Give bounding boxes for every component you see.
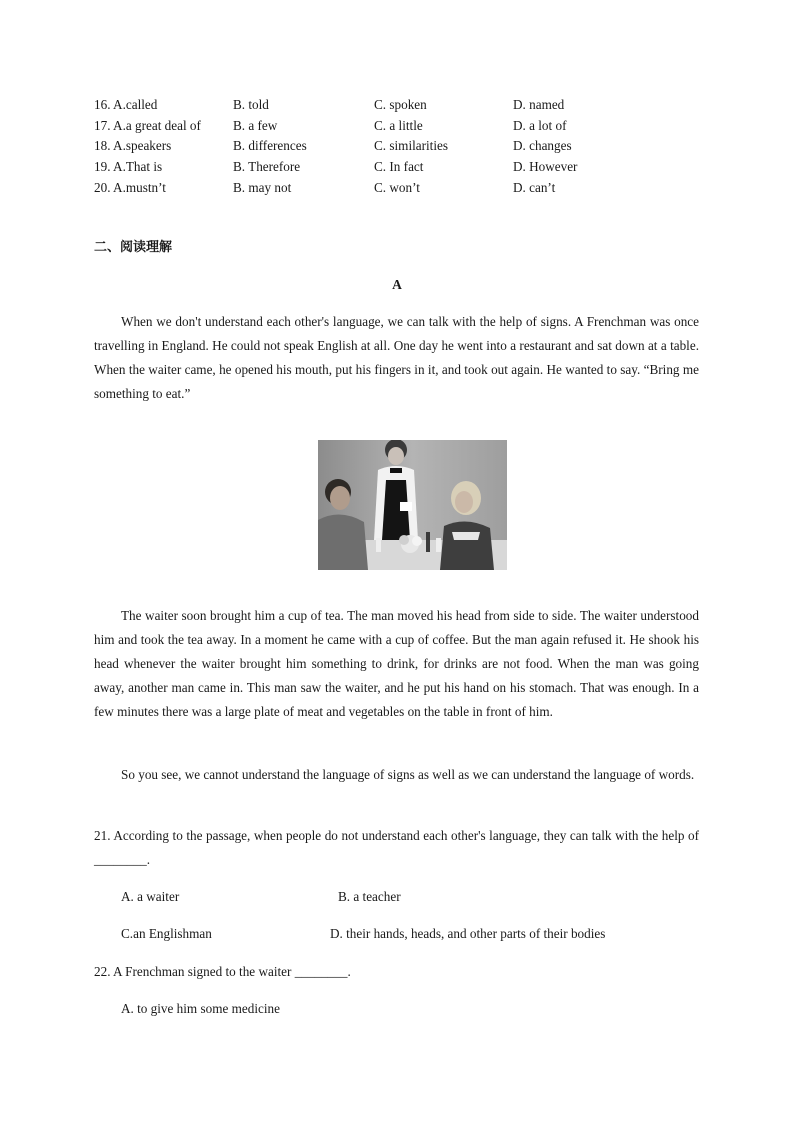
option-a: 18. A.speakers xyxy=(94,138,172,153)
passage-label: A xyxy=(392,277,402,292)
question-21-choice-d[interactable]: D. their hands, heads, and other parts of their bodies xyxy=(330,926,606,941)
option-b: B. may not xyxy=(233,180,292,195)
options-row-16 xyxy=(94,96,714,114)
option-b: B. a few xyxy=(233,118,278,133)
option-c: C. In fact xyxy=(374,159,424,174)
option-a: 17. A.a great deal of xyxy=(94,118,201,133)
question-21-choice-c[interactable]: C.an Englishman xyxy=(121,926,212,941)
option-b: B. differences xyxy=(233,138,307,153)
restaurant-photo xyxy=(318,440,507,570)
option-d: D. a lot of xyxy=(513,118,567,133)
option-c: C. spoken xyxy=(374,97,427,112)
options-row-20 xyxy=(94,179,714,197)
option-b: B. Therefore xyxy=(233,159,301,174)
question-21-choice-a[interactable]: A. a waiter xyxy=(121,889,180,904)
section-title: 二、阅读理解 xyxy=(94,240,173,255)
option-c: C. a little xyxy=(374,118,423,133)
option-d: D. named xyxy=(513,97,565,112)
options-row-19 xyxy=(94,158,714,176)
option-d: D. However xyxy=(513,159,578,174)
question-22-stem: 22. A Frenchman signed to the waiter ________. xyxy=(94,964,351,979)
question-21-choice-b[interactable]: B. a teacher xyxy=(338,889,401,904)
question-22-choice-a[interactable]: A. to give him some medicine xyxy=(121,1001,280,1016)
question-21-stem: 21. According to the passage, when people do not understand each other's language, they can talk with the help of ________. xyxy=(94,828,699,867)
option-c: C. won’t xyxy=(374,180,420,195)
options-row-18 xyxy=(94,137,714,155)
passage-paragraph-3: So you see, we cannot understand the language of signs as well as we can understand the language of words. xyxy=(121,767,695,782)
option-a: 19. A.That is xyxy=(94,159,163,174)
options-row-17 xyxy=(94,117,714,135)
option-b: B. told xyxy=(233,97,269,112)
option-d: D. changes xyxy=(513,138,572,153)
passage-paragraph-2: The waiter soon brought him a cup of tea. The man moved his head from side to side. The waiter understood him and took the tea away. In a moment he came with a cup of coffee. But the man again refused it. He shook his head whenever the waiter brought him something to drink, for drinks are not food. When the man was going away, another man came in. This man saw the waiter, and he put his hand on his stomach. That was enough. In a few minutes there was a large plate of meat and vegetables on the table in front of him. xyxy=(94,608,699,719)
passage-paragraph-1: When we don't understand each other's language, we can talk with the help of signs. A Frenchman was once travelling in England. He could not speak English at all. One day he went into a restaurant and sat down at a table. When the waiter came, he opened his mouth, put his fingers in it, and took out again. He wanted to say. “Bring me something to eat.” xyxy=(94,314,699,401)
option-d: D. can’t xyxy=(513,180,556,195)
option-a: 20. A.mustn’t xyxy=(94,180,166,195)
option-c: C. similarities xyxy=(374,138,448,153)
option-a: 16. A.called xyxy=(94,97,158,112)
